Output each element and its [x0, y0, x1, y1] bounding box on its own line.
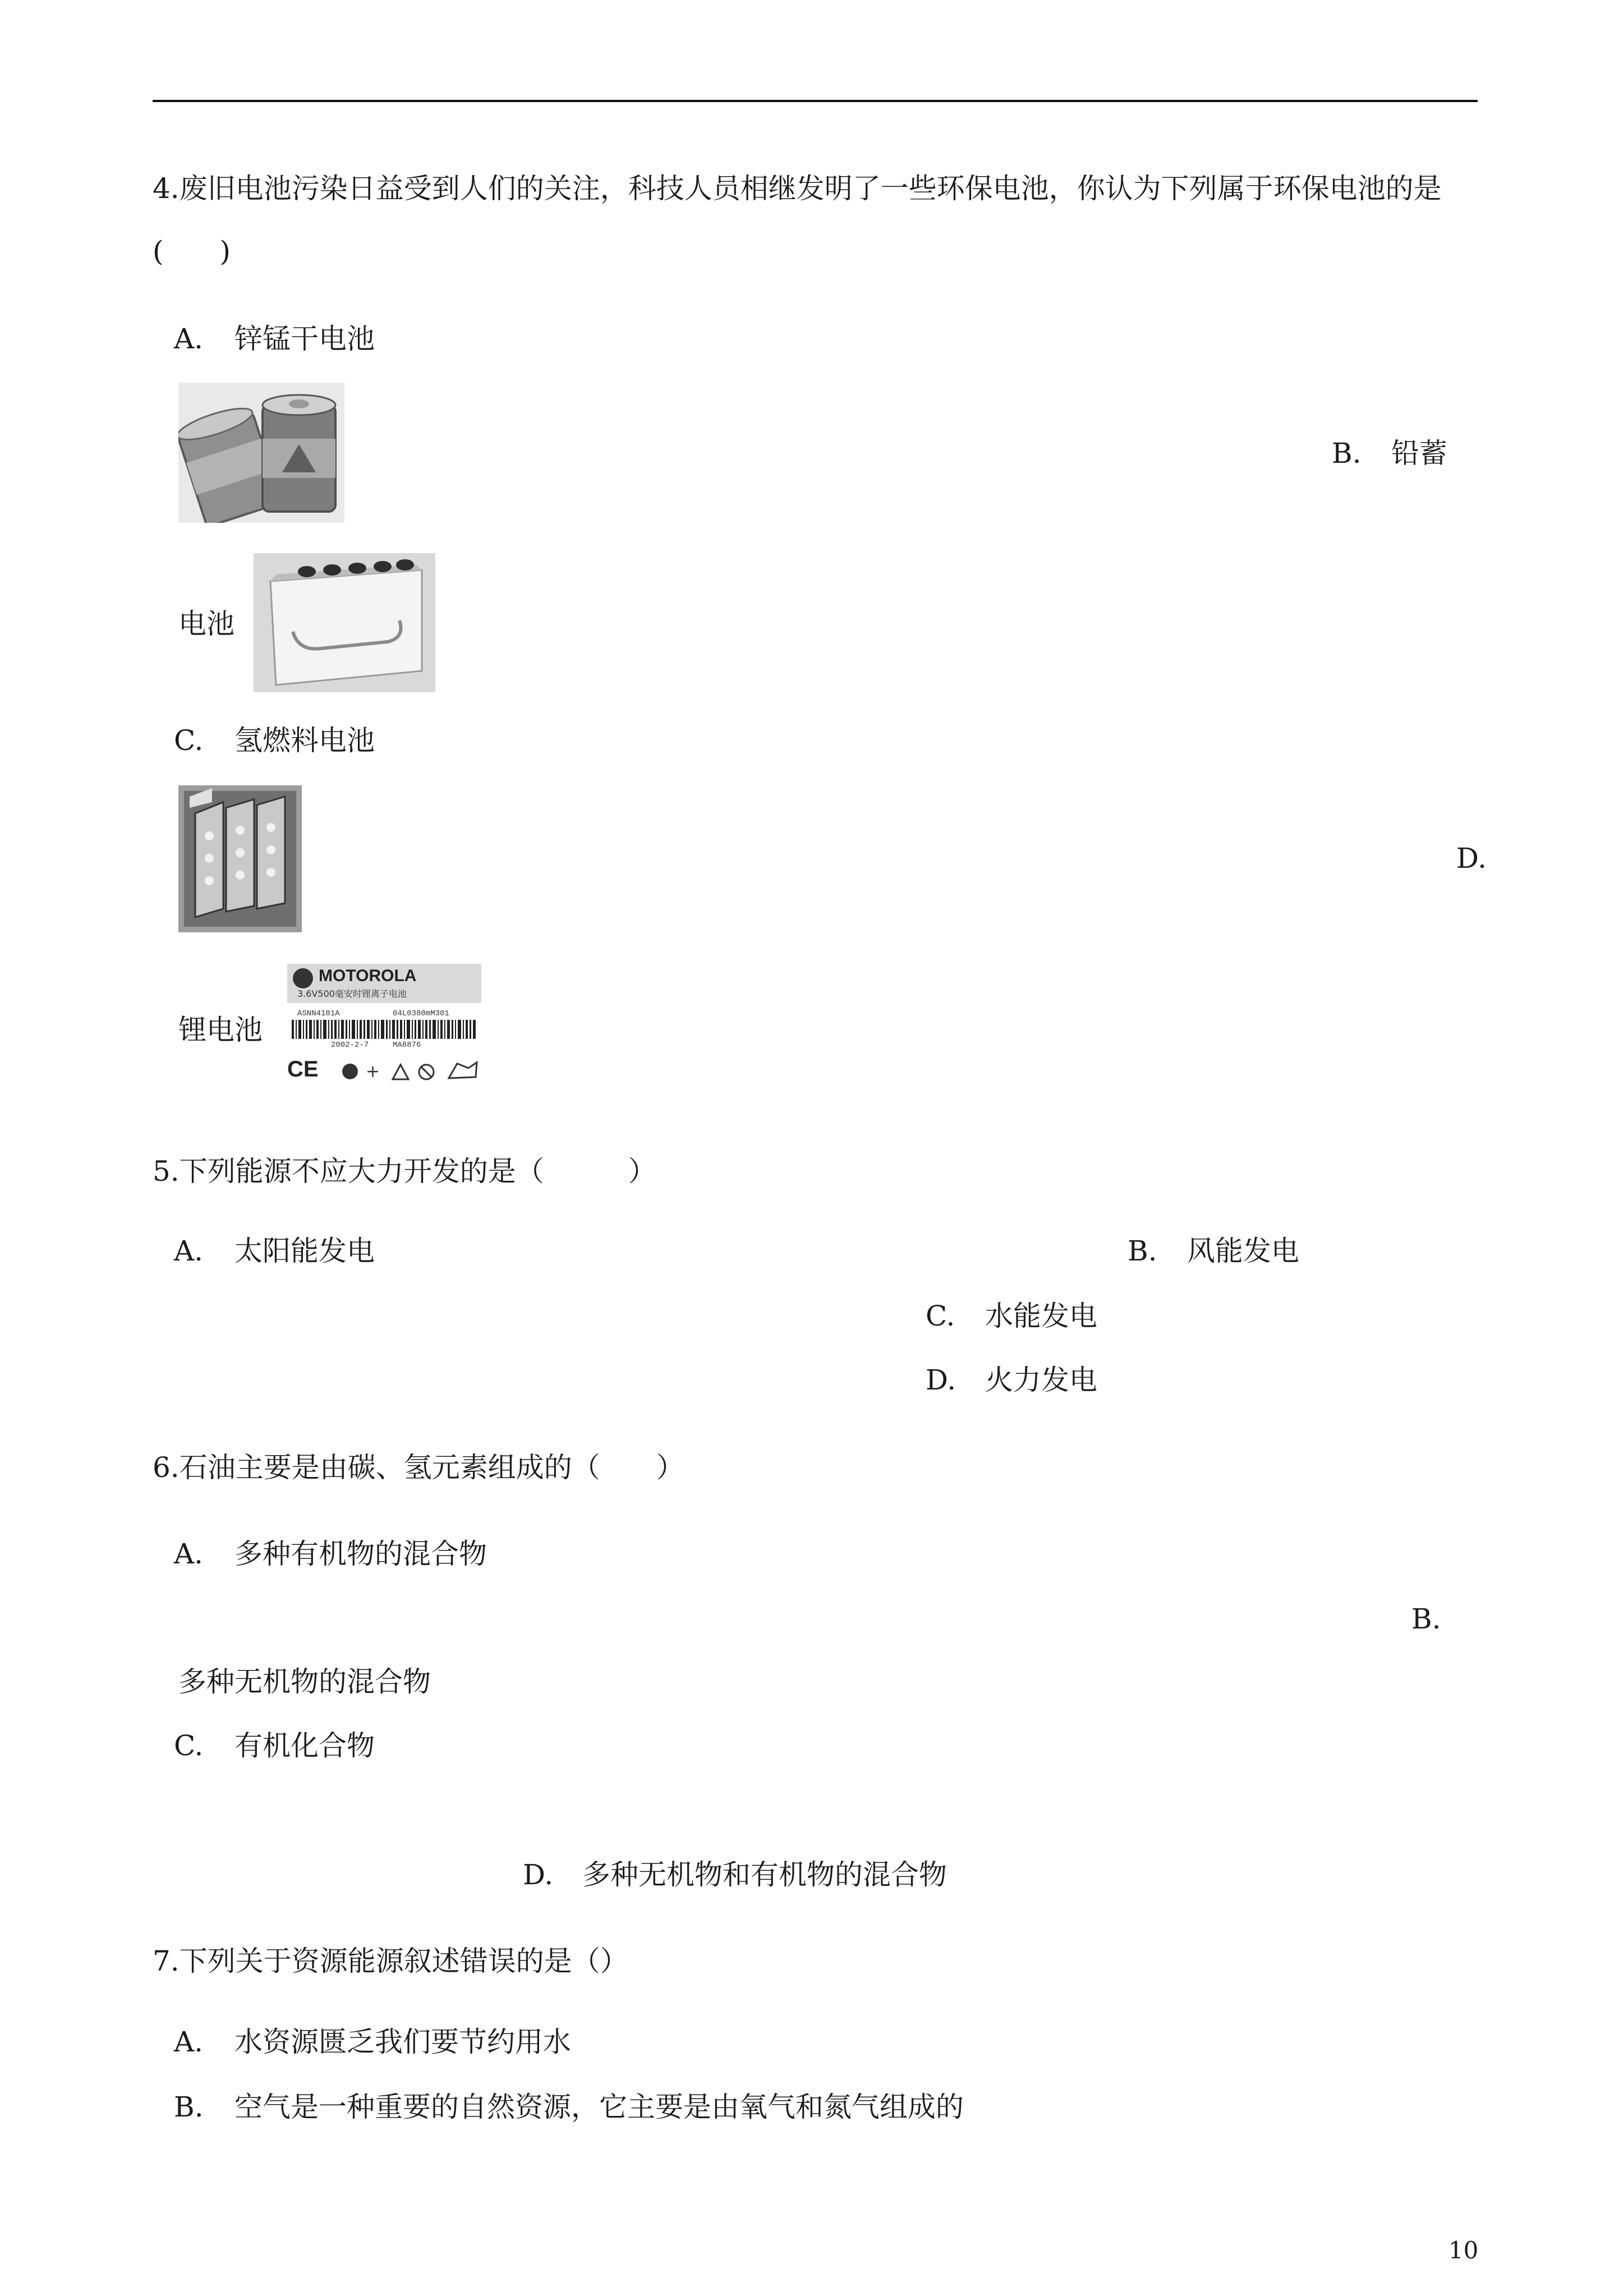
q6-option-d-letter[interactable]: D. [523, 1858, 554, 1891]
q6-option-b-text[interactable]: 多种无机物的混合物 [178, 1665, 431, 1698]
q7-option-b-text[interactable]: 空气是一种重要的自然资源，它主要是由氧气和氮气组成的 [234, 2091, 964, 2123]
q4-option-a-letter[interactable]: A. [174, 323, 204, 355]
q6-option-a-letter[interactable]: A. [174, 1538, 204, 1570]
q4-option-a-text[interactable]: 锌锰干电池 [234, 323, 375, 355]
label-code-2: 04L0380mM301 [393, 1009, 449, 1018]
label-code-3: 2002-2-7 [331, 1041, 369, 1050]
label-safety-icons [337, 1058, 482, 1085]
q5-option-c-letter[interactable]: C. [926, 1300, 955, 1332]
hydrogen-fuel-cell-image [178, 785, 302, 932]
label-code-1: ASNN4181A [297, 1009, 340, 1018]
label-ce-mark: CE [287, 1057, 319, 1082]
q5-option-d-letter[interactable]: D. [926, 1364, 956, 1396]
q5-option-b-letter[interactable]: B. [1128, 1235, 1157, 1267]
q4-stem: 4.废旧电池污染日益受到人们的关注，科技人员相继发明了一些环保电池，你认为下列属于环保电池的是 [153, 172, 1442, 205]
q4-option-b-text-2[interactable]: 电池 [178, 608, 234, 640]
header-rule [153, 100, 1478, 102]
q7-stem: 7.下列关于资源能源叙述错误的是（） [153, 1945, 628, 1977]
lead-acid-battery-image [254, 553, 435, 692]
q5-option-b-text[interactable]: 风能发电 [1187, 1235, 1299, 1267]
zinc-manganese-battery-image [178, 383, 344, 523]
q5-option-d-text[interactable]: 火力发电 [985, 1364, 1097, 1396]
label-barcode [292, 1020, 482, 1039]
label-brand: MOTOROLA [319, 967, 417, 985]
q4-option-d-letter[interactable]: D. [1456, 842, 1487, 875]
q4-option-d-text[interactable]: 锂电池 [178, 1014, 263, 1046]
q7-option-a-text[interactable]: 水资源匮乏我们要节约用水 [234, 2026, 571, 2058]
lithium-battery-label-image [280, 964, 488, 1088]
label-code-4: MA8876 [393, 1041, 421, 1050]
q5-stem: 5.下列能源不应大力开发的是（ ） [153, 1155, 656, 1188]
q4-option-c-letter[interactable]: C. [174, 724, 204, 757]
q5-option-c-text[interactable]: 水能发电 [985, 1300, 1097, 1332]
q4-option-b-letter[interactable]: B. [1332, 437, 1361, 470]
q6-option-c-letter[interactable]: C. [174, 1729, 204, 1762]
q4-option-c-text[interactable]: 氢燃料电池 [234, 724, 375, 757]
q4-option-b-text-1[interactable]: 铅蓄 [1391, 437, 1447, 470]
label-line-1: 3.6V500毫安时锂离子电池 [297, 988, 407, 999]
q7-option-a-letter[interactable]: A. [174, 2026, 204, 2058]
q6-stem: 6.石油主要是由碳、氢元素组成的（ ） [153, 1451, 684, 1484]
q4-answer-paren: ( ) [153, 235, 231, 268]
q5-option-a-text[interactable]: 太阳能发电 [234, 1235, 375, 1267]
q7-option-b-letter[interactable]: B. [174, 2091, 204, 2123]
q6-option-a-text[interactable]: 多种有机物的混合物 [234, 1538, 487, 1570]
q5-option-a-letter[interactable]: A. [174, 1235, 204, 1267]
page-number: 10 [1448, 2237, 1479, 2264]
svg-text:+: + [366, 1062, 380, 1082]
q6-option-b-letter[interactable]: B. [1411, 1603, 1441, 1635]
q6-option-d-text[interactable]: 多种无机物和有机物的混合物 [582, 1858, 947, 1891]
q6-option-c-text[interactable]: 有机化合物 [234, 1729, 375, 1762]
